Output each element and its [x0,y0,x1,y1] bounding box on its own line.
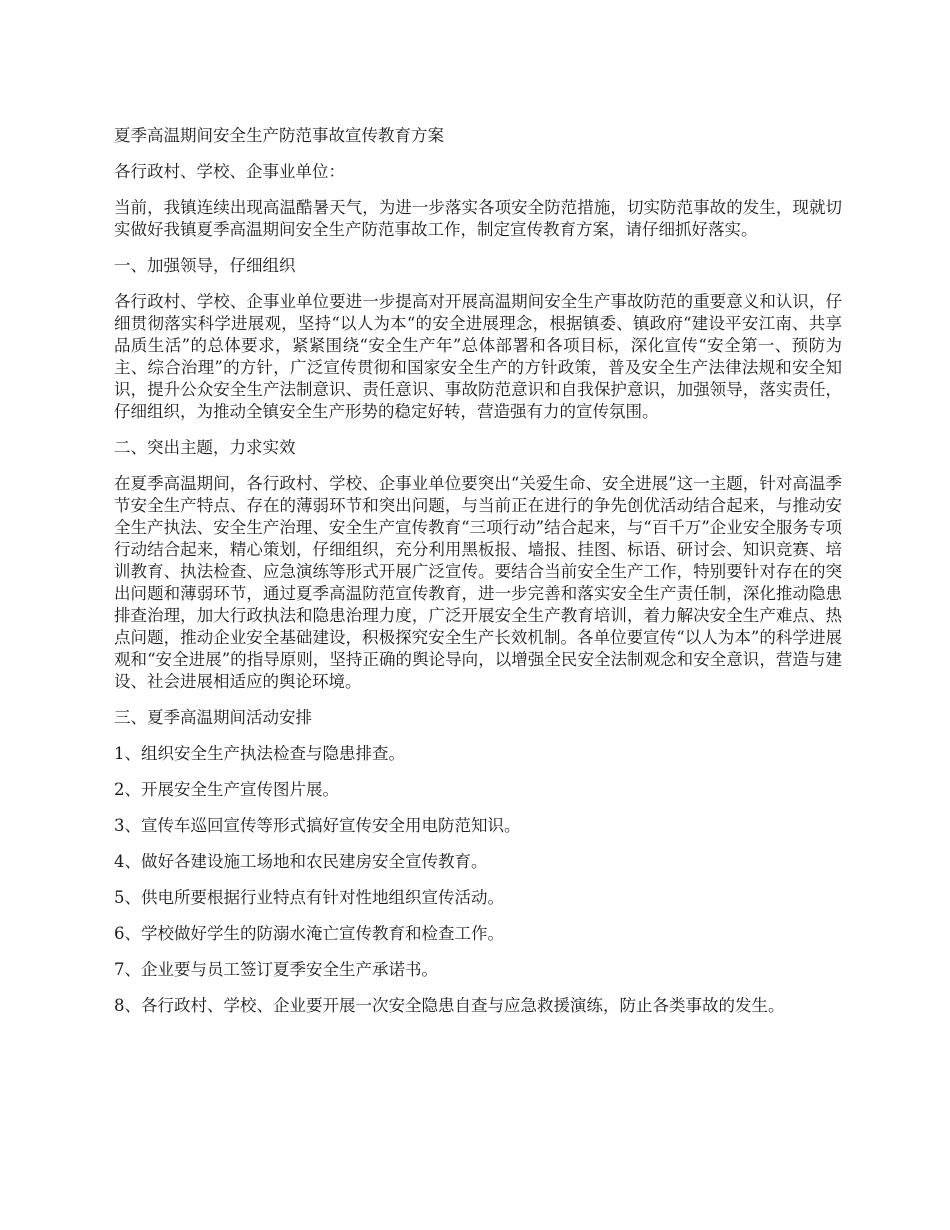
section-3-heading: 三、夏季高温期间活动安排 [114,708,312,727]
list-item: 5、供电所要根据行业特点有针对性地组织宣传活动。 [114,888,504,907]
section-1-body: 各行政村、学校、企事业单位要进一步提高对开展高温期间安全生产事故防范的重要意义和认识，仔细贯彻落实科学进展观，坚持“以人为本“的安全进展理念，根据镇委、镇政府“建设平安江南、共享品质生活”的总体要求，紧紧围绕“安全生产年”总体部署和各项目标，深化宣传“安全第一、预防为主、综合治理”的方针，广泛宣传贯彻和国家安全生产的方针政策，普及安全生产法律法规和安全知识，提升公众安全生产法制意识、责任意识、事故防范意识和自我保护意识，加强领导，落实责任，仔细组织，为推动全镇安全生产形势的稳定好转，营造强有力的宣传氛围。 [114,292,842,421]
list-item: 2、开展安全生产宣传图片展。 [114,780,339,799]
list-item: 3、宣传车巡回宣传等形式搞好宣传安全用电防范知识。 [114,816,521,835]
list-item: 7、企业要与员工签订夏季安全生产承诺书。 [114,960,438,979]
document-title: 夏季高温期间安全生产防范事故宣传教育方案 [114,126,444,145]
document-body [114,125,842,1031]
list-item: 6、学校做好学生的防溺水淹亡宣传教育和检查工作。 [114,924,504,943]
salutation: 各行政村、学校、企事业单位： [114,162,345,181]
list-item: 4、做好各建设施工场地和农民建房安全宣传教育。 [114,852,488,871]
intro-paragraph: 当前，我镇连续出现高温酷暑天气，为进一步落实各项安全防范措施，切实防范事故的发生，现就切实做好我镇夏季高温期间安全生产防范事故工作，制定宣传教育方案，请仔细抓好落实。 [114,198,842,239]
section-2-body: 在夏季高温期间，各行政村、学校、企事业单位要突出“关爱生命、安全进展”这一主题，针对高温季节安全生产特点、存在的薄弱环节和突出问题，与当前正在进行的争先创优活动结合起来，与推动安全生产执法、安全生产治理、安全生产宣传教育“三项行动”结合起来，与“百千万”企业安全服务专项行动结合起来，精心策划，仔细组织，充分利用黑板报、墙报、挂图、标语、研讨会、知识竞赛、培训教育、执法检查、应急演练等形式开展广泛宣传。要结合当前安全生产工作，特别要针对存在的突出问题和薄弱环节，通过夏季高温防范宣传教育，进一步完善和落实安全生产责任制，深化推动隐患排查治理，加大行政执法和隐患治理力度，广泛开展安全生产教育培训，着力解决安全生产难点、热点问题，推动企业安全基础建设，积极探究安全生产长效机制。各单位要宣传“以人为本”的科学进展观和“安全进展”的指导原则，坚持正确的舆论导向，以增强全民安全法制观念和安全意识，营造与建设、社会进展相适应的舆论环境。 [114,474,842,691]
section-2-heading: 二、突出主题，力求实效 [114,438,296,457]
section-1-heading: 一、加强领导，仔细组织 [114,256,296,275]
activity-list [114,743,842,1017]
list-item: 8、各行政村、学校、企业要开展一次安全隐患自查与应急救援演练，防止各类事故的发生。 [114,996,785,1015]
list-item: 1、组织安全生产执法检查与隐患排查。 [114,744,405,763]
